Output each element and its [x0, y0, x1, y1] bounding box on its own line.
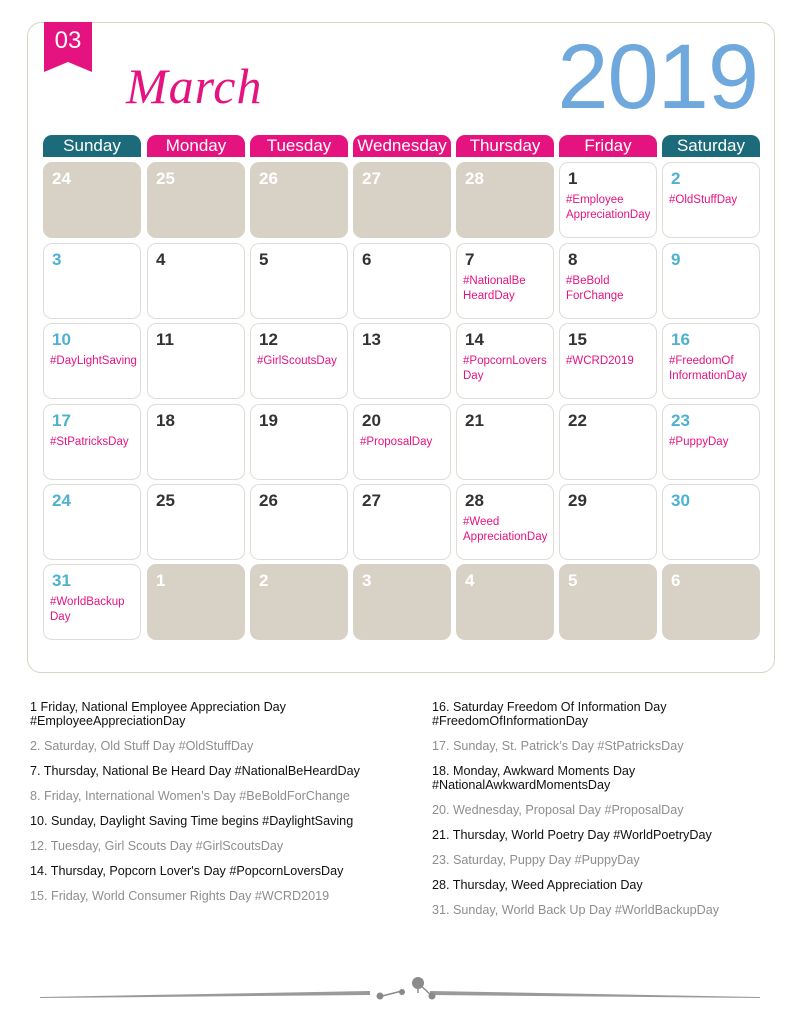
day-event-hashtag: #DayLightSaving: [50, 355, 137, 367]
day-cell[interactable]: [559, 243, 657, 319]
day-cell[interactable]: [456, 323, 554, 399]
day-number: 29: [568, 491, 587, 510]
day-number: 24: [52, 169, 71, 188]
day-event-hashtag: #PuppyDay: [669, 436, 729, 448]
day-cell-outside-month[interactable]: [147, 564, 245, 640]
day-cell[interactable]: [43, 564, 141, 640]
day-number: 24: [52, 491, 71, 510]
day-number: 1: [568, 169, 578, 188]
day-number: 26: [259, 169, 278, 188]
weekday-header-3: Wednesday: [353, 135, 451, 157]
weekday-header-1: Monday: [147, 135, 245, 157]
day-number: 27: [362, 491, 381, 510]
day-number: 12: [259, 330, 278, 349]
weekday-header-0: Sunday: [43, 135, 141, 157]
weekday-header-2: Tuesday: [250, 135, 348, 157]
day-event-hashtag: #OldStuffDay: [669, 194, 738, 206]
day-number: 25: [156, 169, 175, 188]
day-cell[interactable]: [43, 243, 141, 319]
day-number: 2: [671, 169, 681, 188]
day-cell[interactable]: [456, 484, 554, 560]
day-event-hashtag: #ProposalDay: [360, 436, 433, 448]
day-event-hashtag: #PopcornLovers Day: [463, 355, 547, 382]
day-number: 6: [362, 250, 372, 269]
day-number: 5: [568, 571, 578, 590]
day-cell[interactable]: [147, 323, 245, 399]
day-cell[interactable]: [353, 404, 451, 480]
footer-node-icon: [412, 977, 424, 989]
day-number: 4: [156, 250, 166, 269]
day-event-hashtag: #Employee AppreciationDay: [566, 194, 651, 221]
day-cell[interactable]: [662, 484, 760, 560]
day-cell-outside-month[interactable]: [353, 564, 451, 640]
event-note: 8. Friday, International Women’s Day #BeBoldForChange: [30, 789, 350, 803]
event-note: 2. Saturday, Old Stuff Day #OldStuffDay: [30, 739, 254, 753]
day-number: 9: [671, 250, 681, 269]
day-cell[interactable]: [147, 243, 245, 319]
event-note: 23. Saturday, Puppy Day #PuppyDay: [432, 853, 640, 867]
year-label: 2019: [557, 26, 758, 128]
day-event-hashtag: #BeBold ForChange: [566, 275, 624, 302]
weekday-header-5: Friday: [559, 135, 657, 157]
day-number: 28: [465, 491, 484, 510]
day-number: 3: [362, 571, 372, 590]
day-number: 18: [156, 411, 175, 430]
day-cell[interactable]: [559, 323, 657, 399]
day-number: 19: [259, 411, 278, 430]
day-cell[interactable]: [250, 323, 348, 399]
day-number: 1: [156, 571, 166, 590]
event-note: 18. Monday, Awkward Moments Day #NationalAwkwardMomentsDay: [432, 764, 636, 792]
day-number: 7: [465, 250, 475, 269]
day-event-hashtag: #Weed AppreciationDay: [463, 516, 548, 543]
day-cell[interactable]: [456, 243, 554, 319]
day-number: 4: [465, 571, 475, 590]
day-number: 10: [52, 330, 71, 349]
day-cell-outside-month[interactable]: [559, 564, 657, 640]
footer-node-icon: [399, 989, 405, 995]
day-number: 28: [465, 169, 484, 188]
day-number: 14: [465, 330, 484, 349]
notes-left-column: [30, 700, 400, 914]
footer-node-icon: [429, 993, 436, 1000]
day-number: 26: [259, 491, 278, 510]
event-note: 31. Sunday, World Back Up Day #WorldBackupDay: [432, 903, 719, 917]
day-cell[interactable]: [662, 323, 760, 399]
day-number: 22: [568, 411, 587, 430]
day-event-hashtag: #WorldBackup Day: [50, 596, 125, 623]
day-number: 6: [671, 571, 681, 590]
event-note: 7. Thursday, National Be Heard Day #NationalBeHeardDay: [30, 764, 360, 778]
day-event-hashtag: #GirlScoutsDay: [257, 355, 337, 367]
day-cell[interactable]: [662, 162, 760, 238]
day-cell[interactable]: [559, 484, 657, 560]
day-cell-outside-month[interactable]: [250, 162, 348, 238]
day-number: 3: [52, 250, 62, 269]
day-number: 31: [52, 571, 71, 590]
day-cell[interactable]: [559, 162, 657, 238]
day-cell[interactable]: [43, 484, 141, 560]
day-cell-outside-month[interactable]: [147, 162, 245, 238]
event-note: 28. Thursday, Weed Appreciation Day: [432, 878, 643, 892]
day-cell[interactable]: [662, 243, 760, 319]
day-number: 16: [671, 330, 690, 349]
day-cell[interactable]: [456, 404, 554, 480]
weekday-header-6: Saturday: [662, 135, 760, 157]
day-number: 2: [259, 571, 269, 590]
day-cell[interactable]: [43, 323, 141, 399]
day-cell-outside-month[interactable]: [662, 564, 760, 640]
day-number: 8: [568, 250, 578, 269]
weekday-header-4: Thursday: [456, 135, 554, 157]
day-cell[interactable]: [250, 243, 348, 319]
day-event-hashtag: #FreedomOf InformationDay: [669, 355, 747, 382]
day-number: 17: [52, 411, 71, 430]
day-cell[interactable]: [559, 404, 657, 480]
day-cell[interactable]: [353, 323, 451, 399]
day-cell-outside-month[interactable]: [43, 162, 141, 238]
month-name: March: [126, 58, 263, 114]
day-cell[interactable]: [250, 404, 348, 480]
day-cell[interactable]: [353, 243, 451, 319]
event-note: 21. Thursday, World Poetry Day #WorldPoetryDay: [432, 828, 712, 842]
day-event-hashtag: #StPatricksDay: [50, 436, 129, 448]
event-note: 20. Wednesday, Proposal Day #ProposalDay: [432, 803, 684, 817]
day-event-hashtag: #NationalBe HeardDay: [463, 275, 526, 302]
day-number: 30: [671, 491, 690, 510]
footer-node-icon: [377, 993, 384, 1000]
day-cell[interactable]: [43, 404, 141, 480]
event-note: 15. Friday, World Consumer Rights Day #WCRD2019: [30, 889, 330, 903]
day-number: 25: [156, 491, 175, 510]
event-note: 14. Thursday, Popcorn Lover's Day #PopcornLoversDay: [30, 864, 344, 878]
day-number: 5: [259, 250, 269, 269]
day-cell-outside-month[interactable]: [353, 162, 451, 238]
day-number: 20: [362, 411, 381, 430]
event-note: 16. Saturday Freedom Of Information Day #FreedomOfInformationDay: [432, 700, 667, 728]
day-cell[interactable]: [353, 484, 451, 560]
event-note: 12. Tuesday, Girl Scouts Day #GirlScoutsDay: [30, 839, 284, 853]
day-cell[interactable]: [147, 404, 245, 480]
day-cell[interactable]: [662, 404, 760, 480]
event-note: 17. Sunday, St. Patrick’s Day #StPatricksDay: [432, 739, 684, 753]
day-number: 21: [465, 411, 484, 430]
day-cell[interactable]: [250, 484, 348, 560]
day-number: 27: [362, 169, 381, 188]
day-number: 13: [362, 330, 381, 349]
day-number: 11: [156, 330, 174, 349]
day-cell-outside-month[interactable]: [456, 564, 554, 640]
day-event-hashtag: #WCRD2019: [566, 355, 634, 367]
footer-divider: [40, 975, 760, 1005]
day-number: 23: [671, 411, 690, 430]
day-cell-outside-month[interactable]: [456, 162, 554, 238]
month-number: 03: [54, 27, 82, 54]
event-note: 1 Friday, National Employee Appreciation Day #EmployeeAppreciationDay: [30, 700, 286, 728]
event-note: 10. Sunday, Daylight Saving Time begins #DaylightSaving: [30, 814, 354, 828]
day-number: 15: [568, 330, 587, 349]
day-cell-outside-month[interactable]: [250, 564, 348, 640]
day-cell[interactable]: [147, 484, 245, 560]
notes-right-column: [432, 700, 802, 928]
